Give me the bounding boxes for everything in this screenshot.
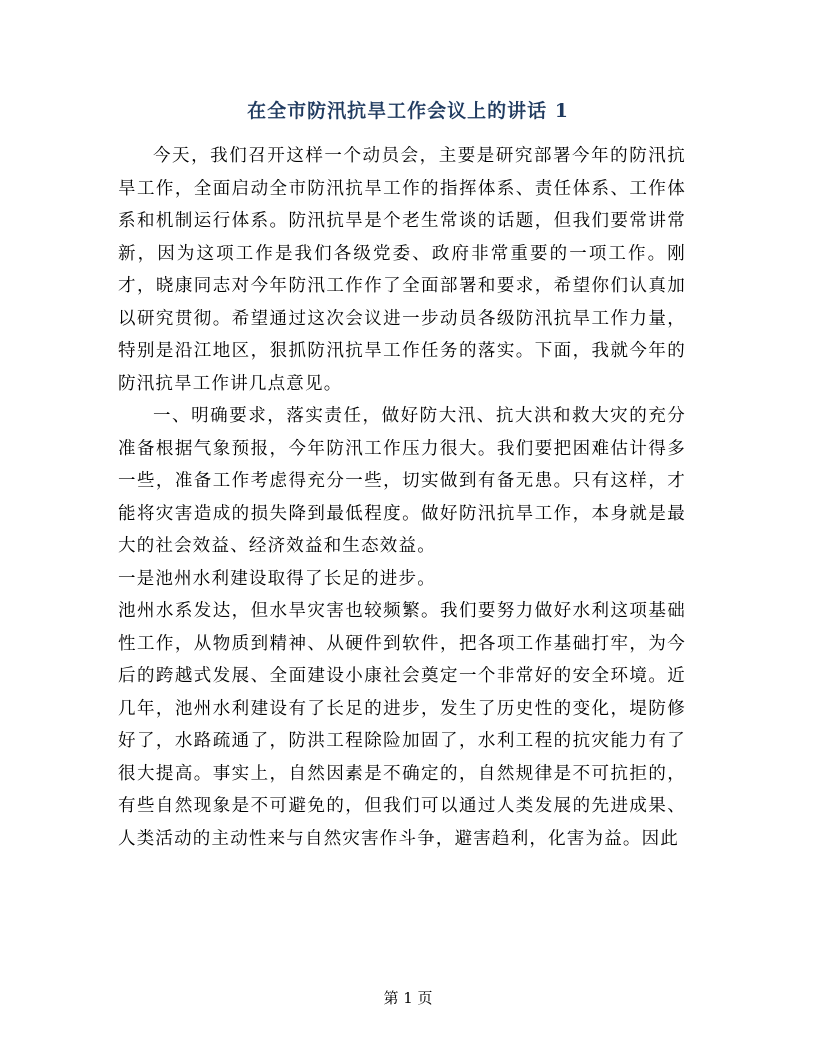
paragraph-intro: 今天，我们召开这样一个动员会，主要是研究部署今年的防汛抗旱工作，全面启动全市防汛抗旱工作的指挥体系、责任体系、工作体系和机制运行体系。防汛抗旱是个老生常谈的话题，但我们要常讲常新，因为这项工作是我们各级党委、政府非常重要的一项工作。刚才，晓康同志对今年防汛工作作了全面部署和要求，希望你们认真加以研究贯彻。希望通过这次会议进一步动员各级防汛抗旱工作力量，特别是沿江地区，狠抓防汛抗旱工作任务的落实。下面，我就今年的防汛抗旱工作讲几点意见。 <box>118 146 686 394</box>
document-body <box>118 140 686 855</box>
document-title: 在全市防汛抗旱工作会议上的讲话 1 <box>247 100 569 122</box>
paragraph-section-one: 一、明确要求，落实责任，做好防大汛、抗大洪和救大灾的充分准备根据气象预报，今年防汛工作压力很大。我们要把困难估计得多一些，准备工作考虑得充分一些，切实做到有备无患。只有这样，才能将灾害造成的损失降到最低程度。做好防汛抗旱工作，本身就是最大的社会效益、经济效益和生态效益。 <box>118 406 686 556</box>
paragraph-subheading: 一是池州水利建设取得了长足的进步。 <box>118 568 436 589</box>
paragraph-water-system: 池州水系发达，但水旱灾害也较频繁。我们要努力做好水利这项基础性工作，从物质到精神、从硬件到软件，把各项工作基础打牢，为今后的跨越式发展、全面建设小康社会奠定一个非常好的安全环境。近几年，池州水利建设有了长足的进步，发生了历史性的变化，堤防修好了，水路疏通了，防洪工程除险加固了，水利工程的抗灾能力有了很大提高。事实上，自然因素是不确定的，自然规律是不可抗拒的，有些自然现象是不可避免的，但我们可以通过人类发展的先进成果、人类活动的主动性来与自然灾害作斗争，避害趋利，化害为益。因此 <box>118 601 686 849</box>
page-number: 第 1 页 <box>383 989 433 1007</box>
